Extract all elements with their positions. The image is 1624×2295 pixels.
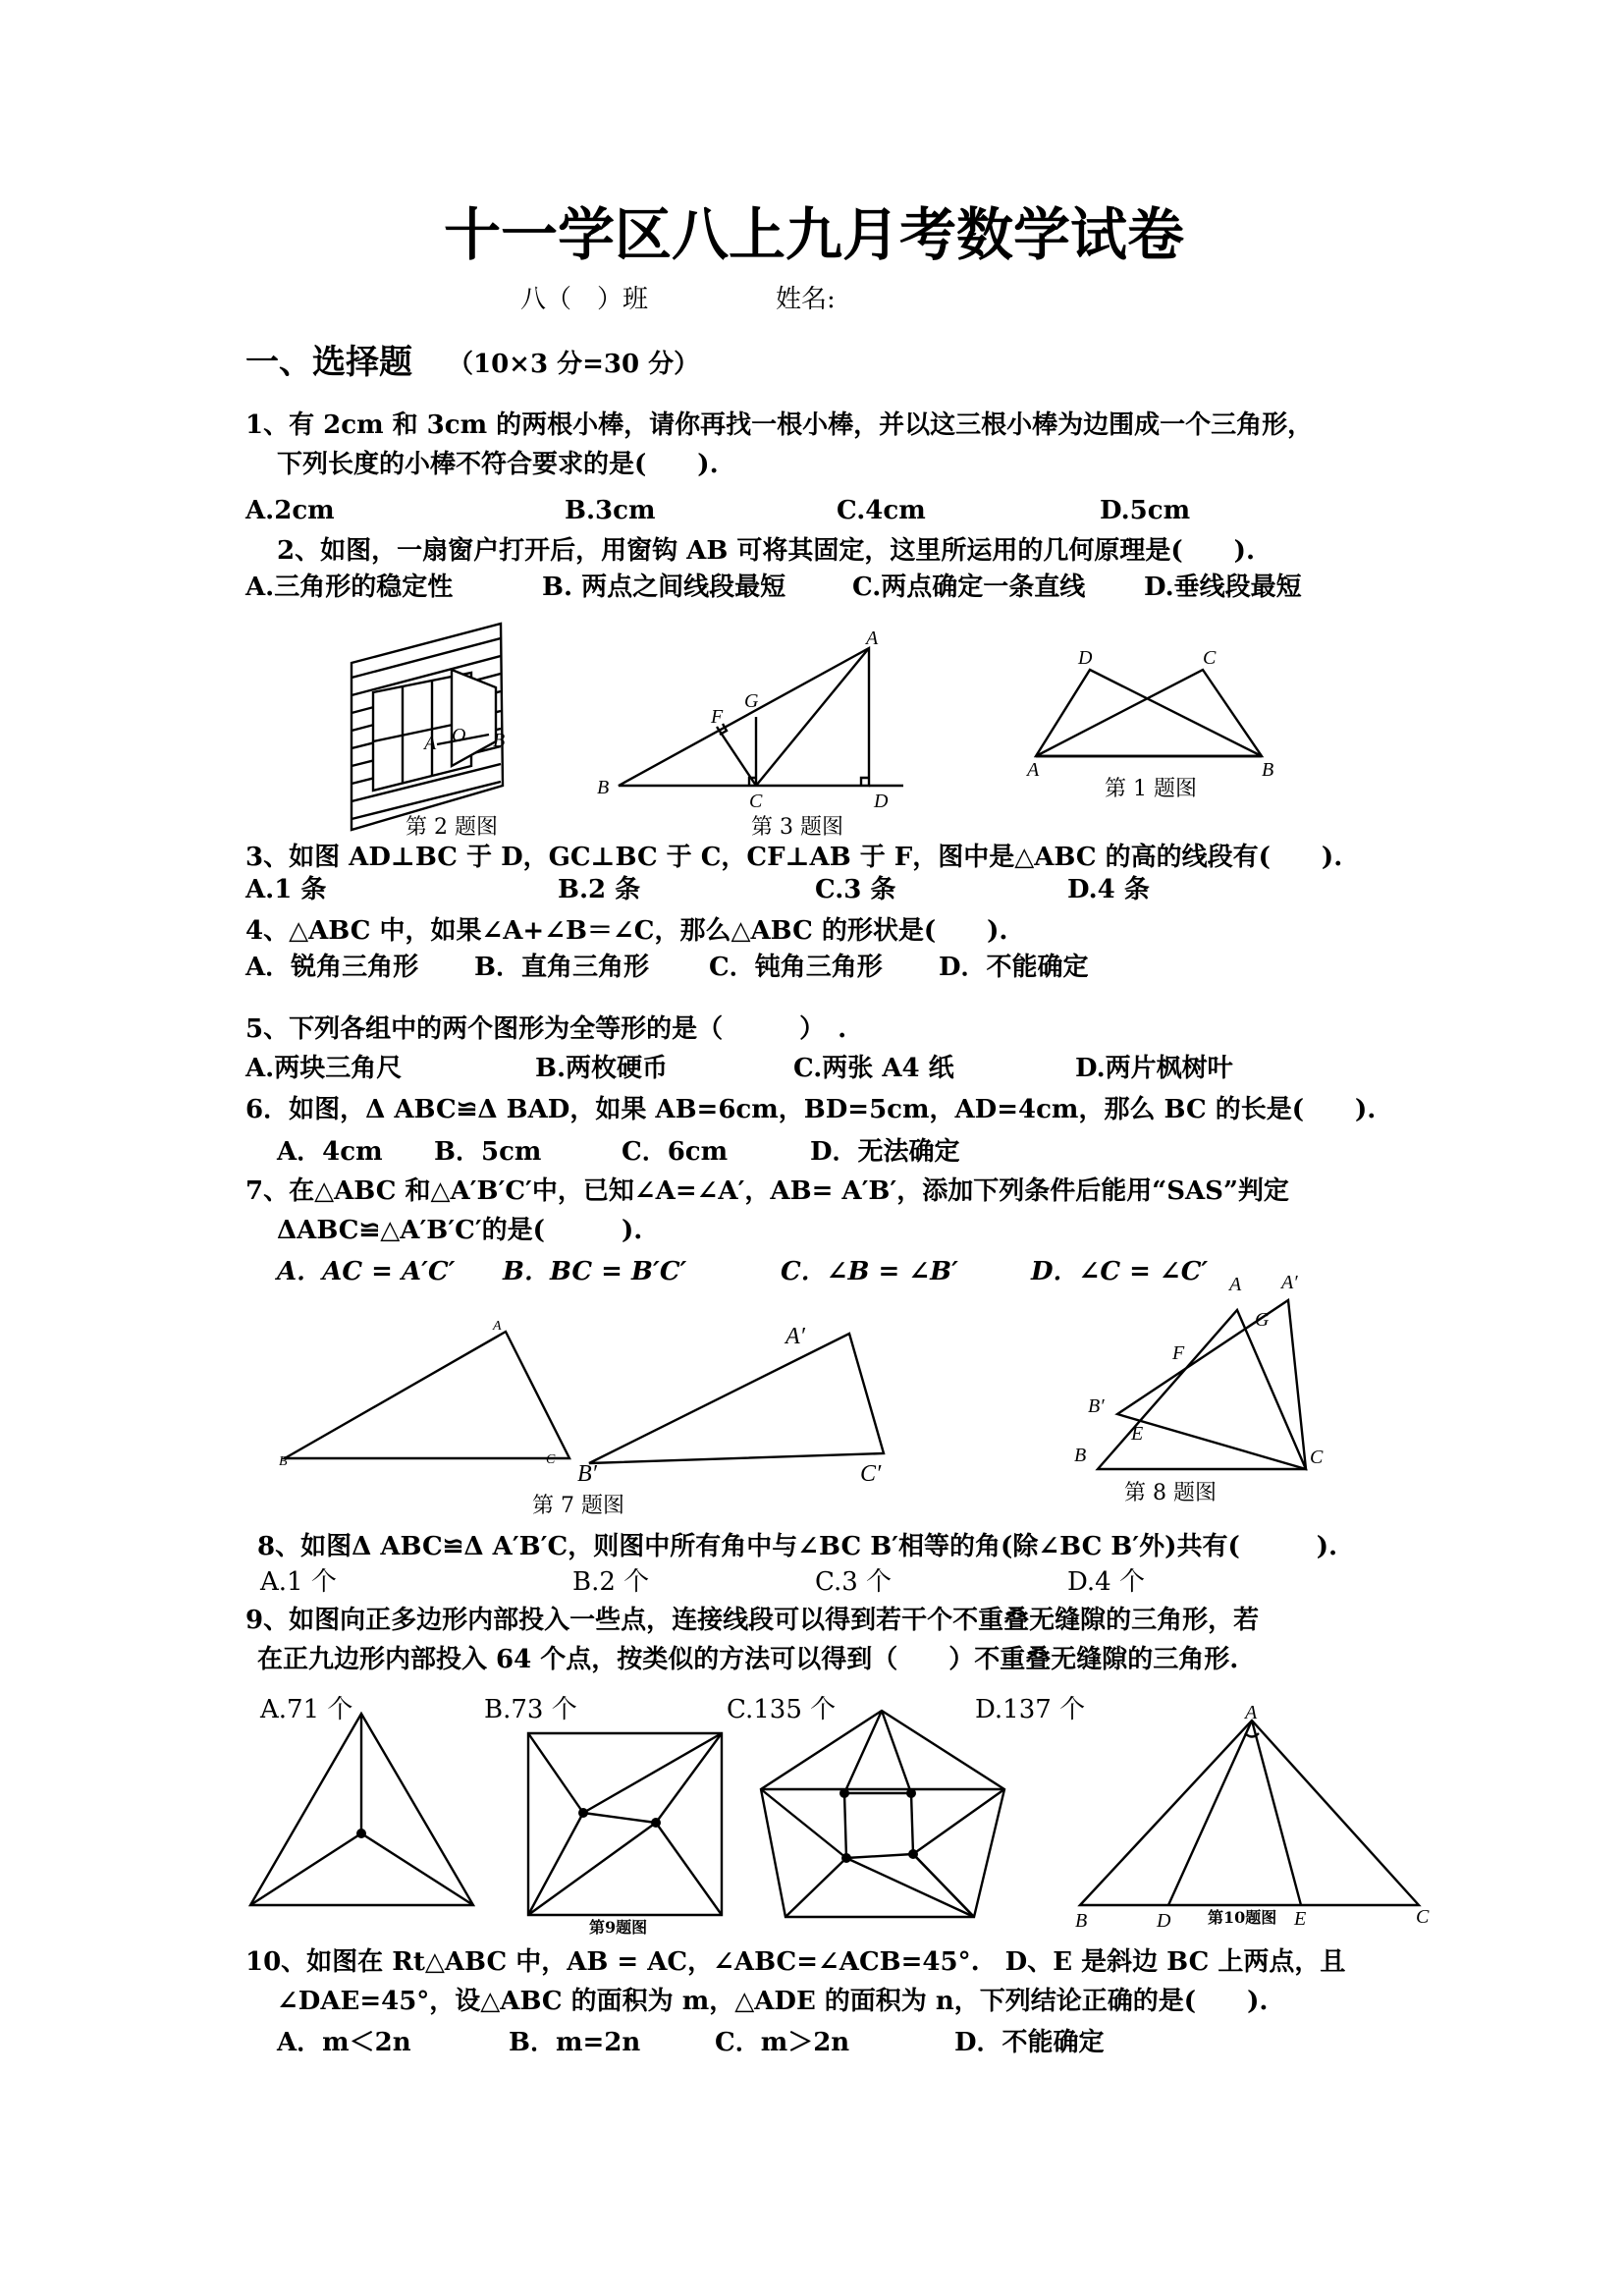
- q1-option-b: B.3cm: [565, 496, 656, 525]
- q3-option-a: A.1 条: [245, 875, 327, 904]
- fig10-label-c: C: [1416, 1906, 1430, 1928]
- q10-option-b: B．m=2n: [509, 2028, 641, 2057]
- fig2-label-b: B: [493, 730, 506, 751]
- q8-option-b: B.2 个: [572, 1567, 650, 1597]
- q5-option-c: C.两张 A4 纸: [793, 1054, 954, 1083]
- fig1-label-a: A: [1027, 759, 1040, 781]
- q9-option-d: D.137 个: [975, 1695, 1086, 1724]
- q6-option-d: D．无法确定: [810, 1137, 960, 1167]
- q8-option-d: D.4 个: [1067, 1567, 1145, 1597]
- q6-line1: 6．如图，Δ ABC≌Δ BAD，如果 AB=6cm，BD=5cm，AD=4cm，那么 BC 的长是( ).: [245, 1095, 1377, 1124]
- fig3-label-a: A: [866, 628, 879, 649]
- q7-option-c: C．∠B = ∠B′: [781, 1257, 958, 1286]
- figure-3-triangle: [589, 628, 903, 815]
- q2-option-c: C.两点确定一条直线: [852, 573, 1086, 602]
- q1-option-d: D.5cm: [1100, 496, 1191, 525]
- fig1-label-c: C: [1203, 647, 1217, 669]
- fig8-label-b2: B′: [1088, 1395, 1105, 1417]
- q9-option-b: B.73 个: [484, 1695, 577, 1724]
- fig3-label-f: F: [711, 706, 724, 728]
- q5-line1: 5、下列各组中的两个图形为全等形的是（ ） .: [245, 1014, 847, 1044]
- figure-8-triangles: [1070, 1267, 1335, 1483]
- section-score: （10×3 分=30 分）: [448, 350, 700, 379]
- fig10-label-d: D: [1157, 1910, 1171, 1932]
- fig1-caption: 第 1 题图: [1105, 777, 1197, 801]
- q5-option-a: A.两块三角尺: [245, 1054, 403, 1083]
- q2-option-a: A.三角形的稳定性: [245, 573, 454, 602]
- q4-option-d: D．不能确定: [939, 953, 1089, 982]
- fig3-label-g: G: [744, 690, 759, 712]
- fig2-label-a: A: [424, 733, 437, 754]
- fig8-caption: 第 8 题图: [1124, 1481, 1217, 1505]
- fig3-label-d: D: [874, 791, 889, 812]
- q7-option-d: D．∠C = ∠C′: [1031, 1257, 1209, 1286]
- q8-line1: 8、如图Δ ABC≌Δ A′B′C，则图中所有角中与∠BC B′相等的角(除∠BC B′外)共有( ).: [257, 1532, 1338, 1561]
- q10-option-d: D．不能确定: [954, 2028, 1105, 2057]
- fig8-label-b: B: [1074, 1445, 1087, 1466]
- figure-9-polygons: [245, 1709, 1011, 1925]
- q7-option-b: B．BC = B′C′: [503, 1257, 687, 1286]
- q6-option-b: B．5cm: [434, 1137, 542, 1167]
- q2-option-d: D.垂线段最短: [1144, 573, 1302, 602]
- fig8-label-a2: A′: [1281, 1272, 1298, 1293]
- q1-option-a: A.2cm: [245, 496, 335, 525]
- q2-option-b: B. 两点之间线段最短: [542, 573, 786, 602]
- fig10-caption: 第10题图: [1208, 1908, 1277, 1927]
- fig1-label-d: D: [1078, 647, 1093, 669]
- q8-option-c: C.3 个: [815, 1567, 893, 1597]
- fig3-label-c: C: [749, 791, 763, 812]
- fig8-label-a: A: [1229, 1274, 1242, 1295]
- fig9-caption: 第9题图: [589, 1918, 648, 1937]
- fig7-label-c2: C′: [860, 1461, 882, 1487]
- q4-option-a: A．锐角三角形: [245, 953, 419, 982]
- fig7-label-c: C: [546, 1452, 556, 1467]
- q7-option-a: A．AC = A′C′: [277, 1257, 456, 1286]
- q8-option-a: A.1 个: [260, 1567, 337, 1597]
- fig8-label-e: E: [1131, 1423, 1144, 1445]
- q1-line1: 1、有 2cm 和 3cm 的两根小棒，请你再找一根小棒，并以这三根小棒为边围成一个三角形，: [245, 410, 1314, 440]
- q3-option-c: C.3 条: [815, 875, 896, 904]
- figure-1-triangles: [1021, 648, 1286, 786]
- q4-line1: 4、△ABC 中，如果∠A+∠B＝∠C，那么△ABC 的形状是( ).: [245, 916, 1008, 946]
- fig7-label-a: A: [493, 1319, 502, 1334]
- figure-10-triangle: [1070, 1702, 1443, 1935]
- q4-option-b: B．直角三角形: [474, 953, 649, 982]
- section-heading: 一、选择题: [245, 343, 412, 382]
- name-label: 姓名:: [776, 285, 836, 314]
- page-title: 十一学区八上九月考数学试卷: [444, 201, 1185, 268]
- fig8-label-c: C: [1310, 1447, 1324, 1468]
- fig7-label-b2: B′: [577, 1461, 597, 1487]
- q9-option-a: A.71 个: [260, 1695, 353, 1724]
- q5-option-d: D.两片枫树叶: [1075, 1054, 1233, 1083]
- q10-option-c: C．m＞2n: [715, 2028, 850, 2057]
- q1-option-c: C.4cm: [837, 496, 926, 525]
- q10-line1: 10、如图在 Rt△ABC 中，AB = AC，∠ABC=∠ACB=45°. D、E 是斜边 BC 上两点，且: [245, 1947, 1346, 1977]
- q3-option-d: D.4 条: [1067, 875, 1150, 904]
- q9-line2: 在正九边形内部投入 64 个点，按类似的方法可以得到（ ）不重叠无缝隙的三角形.: [257, 1645, 1239, 1674]
- fig10-label-a: A: [1245, 1702, 1258, 1723]
- q10-line2: ∠DAE=45°，设△ABC 的面积为 m，△ADE 的面积为 n，下列结论正确的是( ).: [277, 1987, 1269, 2016]
- fig1-label-b: B: [1262, 759, 1274, 781]
- fig2-caption: 第 2 题图: [406, 815, 498, 840]
- q6-option-a: A．4cm: [277, 1137, 383, 1167]
- q6-option-c: C．6cm: [622, 1137, 729, 1167]
- fig3-caption: 第 3 题图: [751, 815, 843, 840]
- fig10-label-b: B: [1075, 1910, 1088, 1932]
- q9-option-c: C.135 个: [727, 1695, 837, 1724]
- q5-option-b: B.两枚硬币: [535, 1054, 669, 1083]
- class-label: 八（ ）班: [520, 285, 649, 314]
- q9-line1: 9、如图向正多边形内部投入一些点，连接线段可以得到若干个不重叠无缝隙的三角形，若: [245, 1606, 1260, 1635]
- figure-2-window: [344, 619, 530, 830]
- q2-line1: 2、如图，一扇窗户打开后，用窗钩 AB 可将其固定，这里所运用的几何原理是( ).: [277, 536, 1255, 566]
- figure-7-triangles: [275, 1316, 903, 1493]
- fig10-label-e: E: [1294, 1908, 1307, 1930]
- fig8-label-f: F: [1172, 1342, 1185, 1364]
- fig7-caption: 第 7 题图: [532, 1494, 624, 1518]
- q7-line1: 7、在△ABC 和△A′B′C′中，已知∠A=∠A′，AB= A′B′，添加下列条件后能用“SAS”判定: [245, 1176, 1289, 1206]
- fig8-label-g: G: [1255, 1309, 1270, 1331]
- q7-line2: ΔABC≌△A′B′C′的是( ).: [277, 1216, 643, 1245]
- fig7-label-b: B: [279, 1454, 288, 1469]
- fig7-label-a2: A′: [785, 1324, 805, 1349]
- q4-option-c: C．钝角三角形: [709, 953, 883, 982]
- q3-line1: 3、如图 AD⊥BC 于 D，GC⊥BC 于 C，CF⊥AB 于 F，图中是△ABC 的高的线段有( ).: [245, 843, 1343, 872]
- q3-option-b: B.2 条: [558, 875, 641, 904]
- fig3-label-b: B: [597, 777, 610, 798]
- q10-option-a: A．m＜2n: [277, 2028, 411, 2057]
- q1-line2: 下列长度的小棒不符合要求的是( ).: [277, 450, 719, 479]
- fig2-label-o: O: [452, 725, 466, 746]
